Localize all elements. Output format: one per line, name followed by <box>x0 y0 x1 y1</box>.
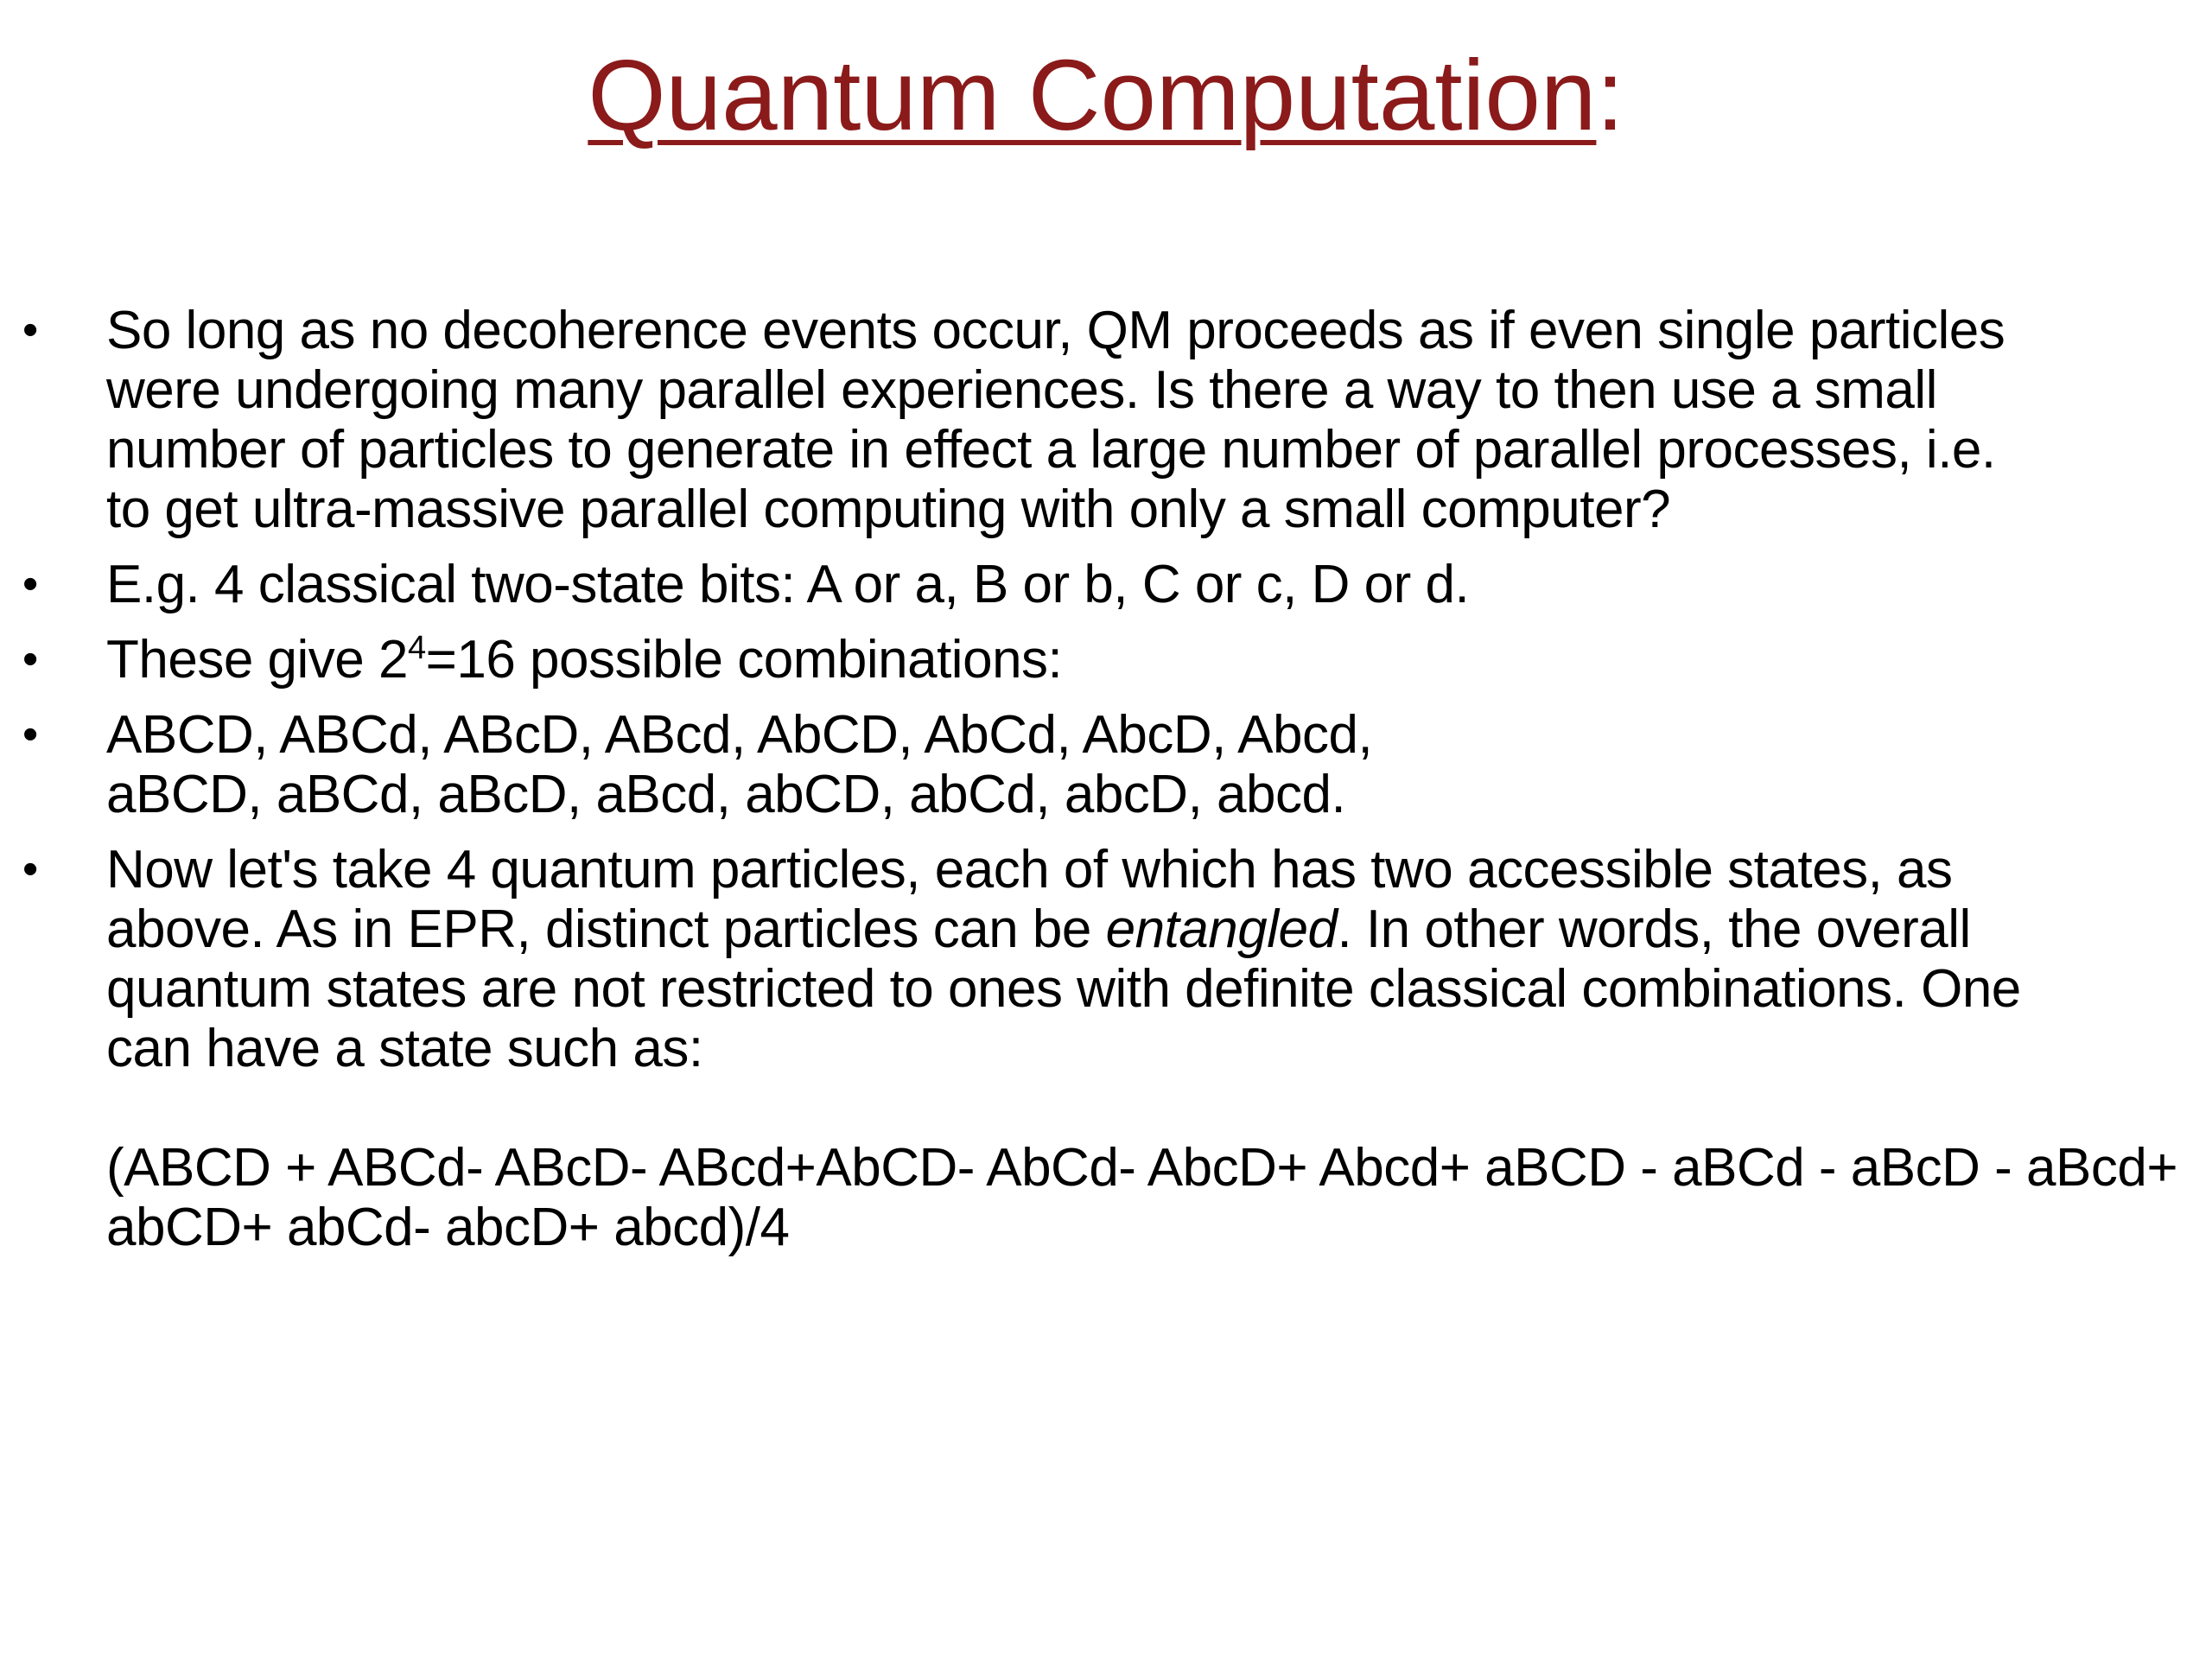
bullet-marker: • <box>22 709 38 760</box>
slide-title <box>0 35 2212 156</box>
slide-title-colon: : <box>1596 39 1624 151</box>
bullet-text-line <box>106 630 2195 690</box>
bullet-marker: • <box>22 844 38 894</box>
state-formula-line: (ABCD + ABCd- ABcD- ABcd+AbCD- AbCd- AbcD+ Abcd+ aBCD - aBCd - aBcD - aBcd+ <box>106 1138 2178 1198</box>
bullet-marker: • <box>22 559 38 609</box>
bullet-item-combinations <box>0 630 2212 690</box>
paragraph-gap <box>106 1078 2195 1138</box>
combinations-text-pre: These give 2 <box>106 630 408 690</box>
entangled-emphasis: entangled <box>1105 899 1338 959</box>
exponent: 4 <box>408 630 426 666</box>
bullet-item-quantum-particles <box>0 840 2212 1257</box>
bullet-marker: • <box>22 634 38 684</box>
bullet-item-decoherence <box>0 301 2212 539</box>
bullet-text-line: quantum states are not restricted to ones with definite classical combinations. One <box>106 959 2021 1019</box>
entangled-text-pre: above. As in EPR, distinct particles can be <box>106 899 1106 959</box>
bullet-text-line: to get ultra-massive parallel computing with only a small computer? <box>106 480 1671 539</box>
bullet-text-line: E.g. 4 classical two-state bits: A or a, B or b, C or c, D or d. <box>106 555 1470 614</box>
entangled-text-post: . In other words, the overall <box>1337 899 1971 959</box>
bullet-text-line: number of particles to generate in effect a large number of parallel processes, i.e. <box>106 420 1996 480</box>
state-formula-line: abCD+ abCd- abcD+ abcd)/4 <box>106 1198 790 1257</box>
bullet-text-line <box>106 899 2195 959</box>
combinations-text-post: =16 possible combinations: <box>425 630 1063 690</box>
bullet-item-classical-bits <box>0 555 2212 614</box>
bullet-text-line: Now let's take 4 quantum particles, each of which has two accessible states, as <box>106 840 1953 899</box>
bullet-text-line: can have a state such as: <box>106 1019 703 1078</box>
bullet-text-line: aBCD, aBCd, aBcD, aBcd, abCD, abCd, abcD, abcd. <box>106 765 1346 824</box>
bullet-item-combination-list <box>0 705 2212 824</box>
slide-title-text: Quantum Computation <box>588 39 1597 151</box>
bullet-list <box>0 301 2212 1273</box>
bullet-text-line: So long as no decoherence events occur, QM proceeds as if even single particles <box>106 301 2005 360</box>
bullet-marker: • <box>22 305 38 355</box>
bullet-text-line: were undergoing many parallel experiences. Is there a way to then use a small <box>106 360 1937 420</box>
bullet-text-line: ABCD, ABCd, ABcD, ABcd, AbCD, AbCd, AbcD, Abcd, <box>106 705 1373 765</box>
